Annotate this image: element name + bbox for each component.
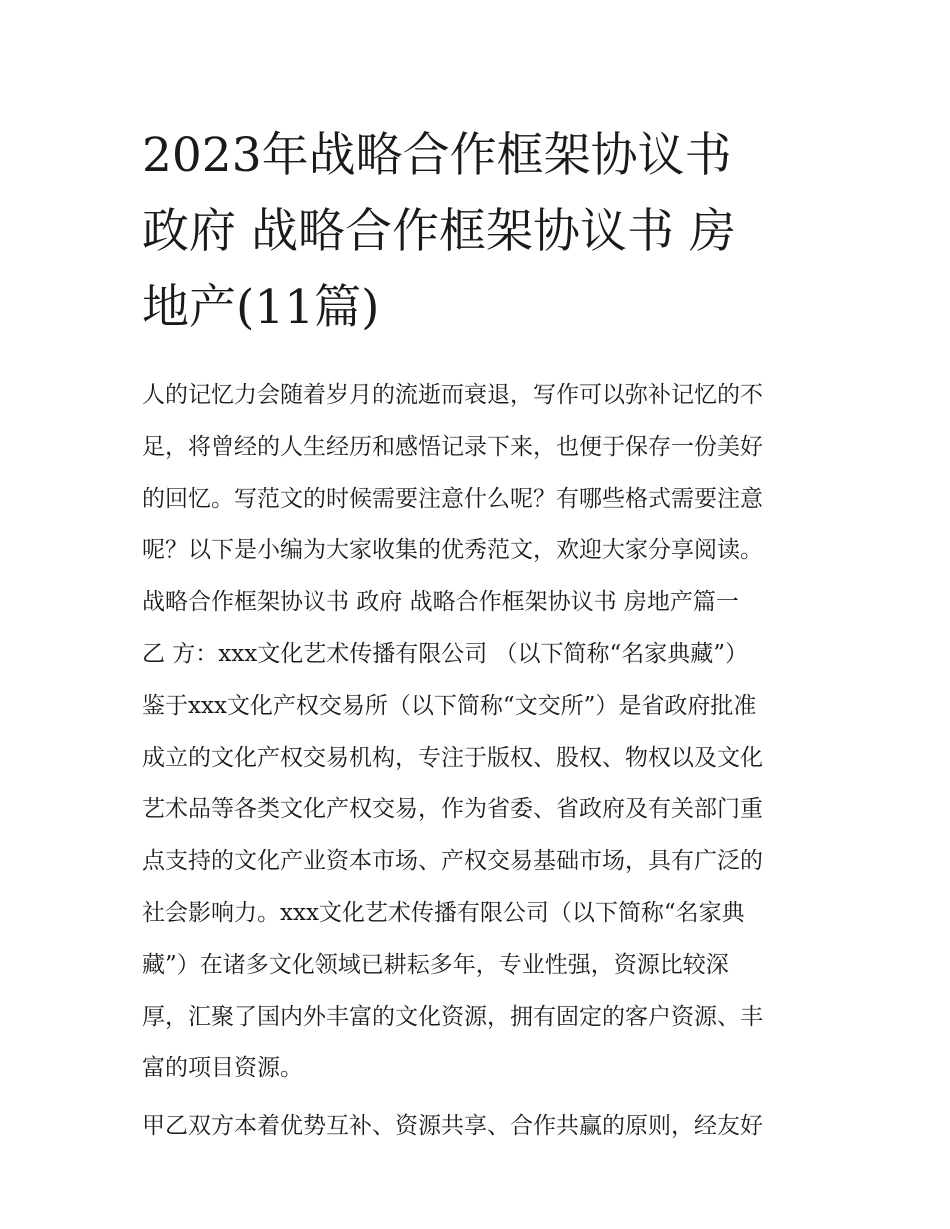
document-title bbox=[142, 118, 822, 346]
document-body bbox=[142, 370, 822, 1153]
text-line: 富的项目资源。 bbox=[142, 1055, 303, 1082]
document-page bbox=[142, 118, 822, 1153]
principle-paragraph bbox=[142, 1101, 822, 1153]
text-line: 呢？以下是小编为大家收集的优秀范文，欢迎大家分享阅读。 bbox=[142, 537, 763, 564]
text-line: 战略合作框架协议书 政府 战略合作框架协议书 房地产篇一 bbox=[142, 589, 739, 616]
text-line: 艺术品等各类文化产权交易，作为省委、省政府及有关部门重 bbox=[142, 796, 763, 823]
text-line: 点支持的文化产业资本市场、产权交易基础市场，具有广泛的 bbox=[142, 848, 763, 875]
text-line: 藏”）在诸多文化领域已耕耘多年，专业性强，资源比较深 bbox=[142, 951, 729, 978]
text-line: 成立的文化产权交易机构，专注于版权、股权、物权以及文化 bbox=[142, 744, 763, 771]
text-line: 甲乙双方本着优势互补、资源共享、合作共赢的原则，经友好 bbox=[142, 1113, 763, 1140]
party-b-line bbox=[142, 629, 822, 681]
text-line: 足，将曾经的人生经历和感悟记录下来，也便于保存一份美好 bbox=[142, 433, 763, 460]
intro-paragraph bbox=[142, 370, 822, 577]
title-line: 2023年战略合作框架协议书 bbox=[142, 128, 732, 183]
text-line: 乙 方：xxx文化艺术传播有限公司 （以下简称“名家典藏”） bbox=[142, 640, 749, 667]
text-line: 人的记忆力会随着岁月的流逝而衰退，写作可以弥补记忆的不 bbox=[142, 382, 763, 408]
title-line: 地产(11篇) bbox=[142, 280, 380, 335]
text-line: 社会影响力。xxx文化艺术传播有限公司（以下简称“名家典 bbox=[142, 899, 745, 926]
title-line: 政府 战略合作框架协议书 房 bbox=[142, 204, 736, 259]
background-paragraph bbox=[142, 681, 822, 1095]
text-line: 厚，汇聚了国内外丰富的文化资源，拥有固定的客户资源、丰 bbox=[142, 1003, 763, 1030]
section-heading bbox=[142, 577, 822, 629]
text-line: 的回忆。写范文的时候需要注意什么呢？有哪些格式需要注意 bbox=[142, 485, 763, 512]
text-line: 鉴于xxx文化产权交易所（以下简称“文交所”）是省政府批准 bbox=[142, 692, 757, 719]
